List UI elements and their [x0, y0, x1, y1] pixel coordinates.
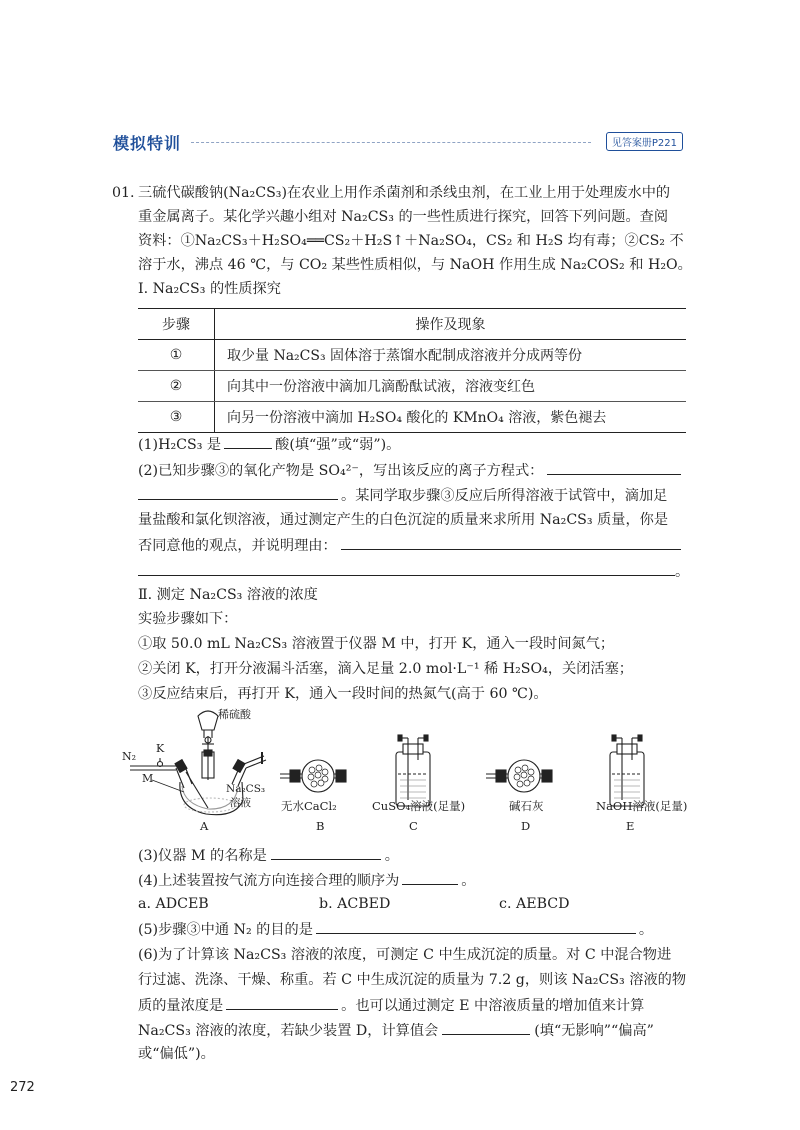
question-6-concentration [138, 995, 644, 1016]
answer-blank[interactable] [547, 460, 681, 475]
question-2-reason-line2 [138, 561, 689, 582]
q5-text: 。 [638, 922, 654, 938]
q2-text: (2)已知步骤③的氧化产物是 SO₄²⁻，写出该反应的离子方程式： [138, 463, 544, 479]
q2-text: 。 [675, 564, 690, 580]
question-2-reason [138, 535, 681, 556]
label-k: K [156, 742, 165, 755]
question-5 [138, 919, 653, 940]
q3-text: 。 [384, 848, 399, 864]
q3-text: (3)仪器 M 的名称是 [138, 848, 267, 864]
label-solution: Na₂CS₃ [226, 783, 266, 795]
q6-text: 质的量浓度是 [138, 998, 224, 1014]
q4-text: 。 [461, 873, 476, 889]
q6-text: 行过滤、洗涤、干燥、称重。若 C 中生成沉淀的质量为 7.2 g，则该 Na₂CS₃ 溶液的物 [138, 972, 687, 988]
answer-blank[interactable] [226, 995, 338, 1010]
table-cell: 向另一份溶液中滴加 H₂SO₄ 酸化的 KMnO₄ 溶液，紫色褪去 [227, 410, 607, 426]
apparatus-a [122, 708, 266, 815]
label-n2: N₂ [122, 750, 137, 763]
section-title: 模拟特训 [113, 134, 182, 153]
q2-text: 量盐酸和氯化钡溶液，通过测定产生的白色沉淀的质量来求所用 Na₂CS₃ 质量，你是 [138, 512, 669, 528]
caption-c-letter: C [409, 819, 418, 833]
option-b: b. ACBED [319, 896, 391, 912]
answer-blank[interactable] [402, 870, 458, 885]
caption-b-letter: B [316, 819, 325, 833]
caption-e-letter: E [626, 819, 635, 833]
question-6-effect [138, 1020, 654, 1041]
dropping-funnel [198, 711, 218, 730]
caption-d-name: 碱石灰 [509, 799, 544, 813]
answer-blank[interactable] [138, 485, 338, 500]
procedure-table [138, 308, 686, 433]
answer-blank[interactable] [442, 1020, 530, 1035]
table-cell: 取少量 Na₂CS₃ 固体溶于蒸馏水配制成溶液并分成两等份 [215, 340, 687, 371]
experiment-step: ③反应结束后，再打开 K，通入一段时间的热氮气(高于 60 ℃)。 [138, 686, 548, 702]
answer-blank[interactable] [138, 561, 675, 576]
q6-text: (填“无影响”“偏高” [534, 1023, 654, 1039]
q6-text: 或“偏低”)。 [138, 1046, 215, 1062]
q4-text: (4)上述装置按气流方向连接合理的顺序为 [138, 873, 400, 889]
apparatus-diagram [118, 708, 688, 836]
question-3 [138, 845, 399, 866]
q2-text: 否同意他的观点，并说明理由： [138, 538, 337, 554]
section-header [113, 131, 683, 153]
table-header: 操作及现象 [415, 317, 486, 333]
experiment-step: ①取 50.0 mL Na₂CS₃ 溶液置于仪器 M 中，打开 K，通入一段时间氮气； [138, 636, 615, 652]
apparatus-c-wash-bottle [396, 735, 430, 806]
q1-text: (1)H₂CS₃ 是 [138, 437, 222, 453]
caption-d-letter: D [521, 819, 531, 833]
intro-line: 溶于水，沸点 46 ℃，与 CO₂ 某些性质相似，与 NaOH 作用生成 Na₂COS₂ 和 H₂O。 [138, 257, 692, 273]
option-c: c. AEBCD [499, 896, 570, 912]
intro-line: 三硫代碳酸钠(Na₂CS₃)在农业上用作杀菌剂和杀线虫剂，在工业上用于处理废水中的 [138, 185, 671, 201]
question-number: 01. [112, 185, 135, 201]
table-cell: ② [138, 371, 215, 402]
option-a: a. ADCEB [138, 896, 209, 912]
apparatus-d-drying-tube [486, 760, 552, 792]
table-header: 步骤 [138, 309, 215, 340]
q6-text: Na₂CS₃ 溶液的浓度，若缺少装置 D，计算值会 [138, 1023, 439, 1039]
answer-blank[interactable] [271, 845, 381, 860]
question-1 [138, 434, 400, 455]
part1-title: Ⅰ. Na₂CS₃ 的性质探究 [138, 281, 281, 297]
part2-title: Ⅱ. 测定 Na₂CS₃ 溶液的浓度 [138, 587, 318, 603]
q2-text: 。某同学取步骤③反应后所得溶液于试管中，滴加足 [341, 488, 668, 504]
caption-e-name: NaOH溶液(足量) [596, 799, 688, 813]
table-cell: ③ [138, 402, 215, 433]
apparatus-b-drying-tube [280, 760, 346, 792]
steps-title: 实验步骤如下： [138, 611, 238, 627]
header-divider [191, 142, 591, 143]
label-dilute-acid: 稀硫酸 [218, 708, 251, 721]
question-2-cont [138, 485, 667, 506]
caption-b-name: 无水CaCl₂ [281, 799, 337, 813]
caption-a-letter: A [200, 819, 209, 833]
intro-line: 重金属离子。某化学兴趣小组对 Na₂CS₃ 的一些性质进行探究，回答下列问题。查阅 [138, 209, 669, 225]
apparatus-e-wash-bottle [610, 735, 644, 806]
answer-blank[interactable] [224, 434, 272, 449]
question-4 [138, 870, 476, 891]
q6-text: 。也可以通过测定 E 中溶液质量的增加值来计算 [341, 998, 645, 1014]
answer-blank[interactable] [341, 535, 681, 550]
q1-text: 酸(填“强”或“弱”)。 [275, 437, 401, 453]
intro-line: 资料：①Na₂CS₃＋H₂SO₄══CS₂＋H₂S↑＋Na₂SO₄，CS₂ 和 H₂S 均有毒；②CS₂ 不 [138, 233, 684, 249]
answer-reference-tag: 见答案册P221 [606, 132, 683, 151]
label-m: M [142, 772, 154, 785]
experiment-step: ②关闭 K，打开分液漏斗活塞，滴入足量 2.0 mol·L⁻¹ 稀 H₂SO₄，关闭活塞； [138, 661, 633, 677]
question-2 [138, 460, 681, 481]
label-solution: 溶液 [230, 797, 251, 809]
q6-text: (6)为了计算该 Na₂CS₃ 溶液的浓度，可测定 C 中生成沉淀的质量。对 C 中混合物进 [138, 947, 672, 963]
page-number: 272 [10, 1080, 35, 1095]
caption-c-name: CuSO₄溶液(足量) [372, 799, 466, 813]
q5-text: (5)步骤③中通 N₂ 的目的是 [138, 922, 313, 938]
answer-blank[interactable] [316, 919, 636, 934]
table-cell: ① [138, 340, 215, 371]
table-cell: 向其中一份溶液中滴加几滴酚酞试液，溶液变红色 [215, 371, 687, 402]
